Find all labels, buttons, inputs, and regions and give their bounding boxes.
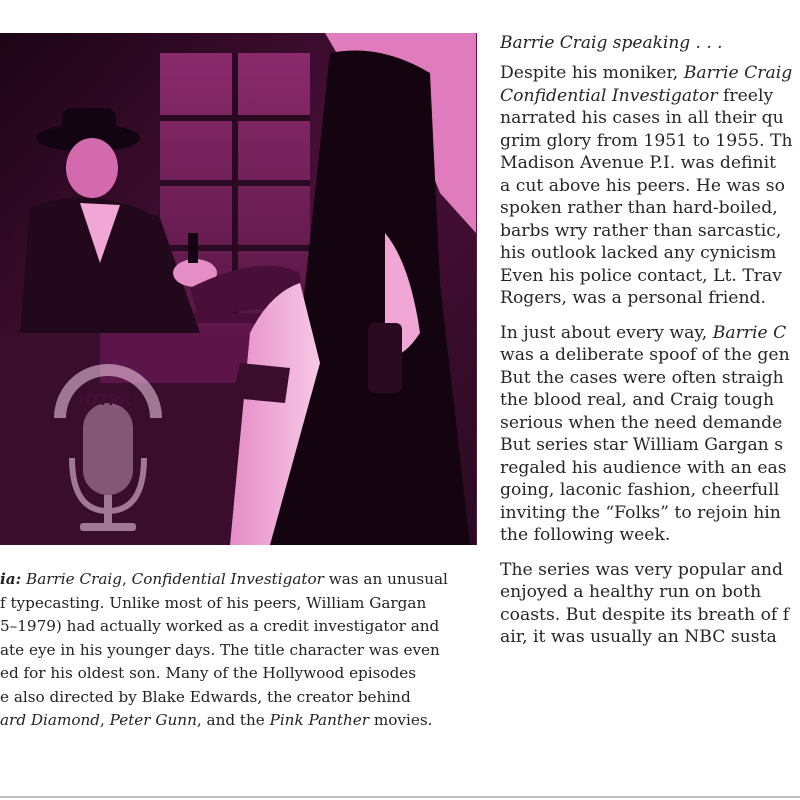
paragraph-line (500, 457, 800, 480)
paragraph-line (500, 175, 800, 198)
paragraph-line (500, 412, 800, 435)
caption-line (0, 615, 476, 639)
text-run: , (121, 570, 132, 588)
text-run: In just about every way, (500, 322, 713, 343)
text-run: air, it was usually an NBC susta (500, 627, 777, 647)
text-run: Barrie Craig (683, 63, 793, 83)
text-run: ard Diamond (0, 711, 101, 729)
paragraph-line (500, 265, 800, 288)
text-run: was an unusual (323, 570, 448, 588)
text-run: ia: (0, 570, 22, 588)
photo-illustration (0, 33, 476, 545)
text-run: ate eye in his younger days. The title character was even (0, 640, 440, 659)
text-run: regaled his audience with an eas (500, 457, 787, 478)
text-run: Rogers, was a personal friend. (500, 288, 766, 308)
text-run: Barrie Craig (21, 570, 122, 588)
text-run: the following week. (500, 525, 671, 545)
text-run: freely (717, 85, 774, 106)
text-run: 5–1979) had actually worked as a credit investigator and (0, 617, 440, 635)
text-run: Confidential Investigator (131, 570, 324, 588)
paragraph-line (500, 220, 800, 243)
text-run: movies. (369, 711, 433, 729)
paragraph-line (500, 502, 800, 525)
text-run: spoken rather than hard-boiled, (500, 198, 778, 218)
paragraph-line (500, 581, 800, 604)
watermark-text: OTRR (84, 391, 132, 409)
text-run: e also directed by Blake Edwards, the creator behind (0, 687, 411, 706)
paragraph-line (500, 62, 800, 85)
paragraph-line (500, 287, 800, 310)
paragraph-line (500, 152, 800, 175)
paragraph-line (500, 107, 800, 130)
text-run: , and the (196, 711, 270, 729)
text-run: the blood real, and Craig tough (500, 390, 775, 410)
text-run: , (100, 711, 110, 729)
text-run: coasts. But despite its breath of f (500, 604, 790, 625)
paragraph-line (500, 626, 800, 649)
caption-line (0, 568, 476, 592)
text-run: his outlook lacked any cynicism (500, 243, 777, 263)
text-run: narrated his cases in all their qu (500, 108, 784, 128)
paragraph-line (500, 524, 800, 547)
article-column (500, 32, 800, 661)
photo-caption (0, 568, 476, 733)
noir-photo (0, 33, 477, 545)
paragraph-line (500, 604, 800, 627)
article-body (500, 62, 800, 649)
article-paragraph (500, 322, 800, 547)
text-run: inviting the “Folks” to rejoin hin (500, 502, 781, 523)
caption-line (0, 709, 476, 733)
paragraph-line (500, 434, 800, 457)
paragraph-line (500, 559, 800, 582)
article-paragraph (500, 559, 800, 649)
paragraph-line (500, 85, 800, 108)
paragraph-line (500, 344, 800, 367)
text-run: But series star William Gargan s (500, 435, 784, 455)
text-run: ed for his oldest son. Many of the Hollywood episodes (0, 664, 417, 682)
paragraph-line (500, 389, 800, 412)
page-divider (0, 796, 800, 798)
text-run: barbs wry rather than sarcastic, (500, 220, 782, 241)
paragraph-line (500, 242, 800, 265)
text-run: The series was very popular and (500, 559, 784, 580)
text-run: Madison Avenue P.I. was definit (500, 153, 777, 173)
text-run: a cut above his peers. He was so (500, 175, 785, 196)
caption-line (0, 639, 476, 663)
paragraph-line (500, 367, 800, 390)
caption-line (0, 686, 476, 710)
caption-line (0, 592, 476, 616)
text-run: Barrie C (712, 322, 787, 343)
text-run: Peter Gunn (109, 711, 197, 729)
text-run: Despite his moniker, (500, 63, 684, 83)
text-run: enjoyed a healthy run on both (500, 582, 762, 602)
paragraph-line (500, 322, 800, 345)
text-run: Pink Panther (269, 711, 370, 729)
caption-line (0, 662, 476, 686)
text-run: grim glory from 1951 to 1955. Th (500, 130, 793, 151)
paragraph-line (500, 130, 800, 153)
paragraph-line (500, 197, 800, 220)
article-paragraph (500, 62, 800, 310)
text-run: serious when the need demande (500, 412, 783, 433)
text-run: But the cases were often straigh (500, 367, 784, 388)
text-run: f typecasting. Unlike most of his peers, William Gargan (0, 593, 427, 612)
text-run: going, laconic fashion, cheerfull (500, 480, 780, 500)
paragraph-line (500, 479, 800, 502)
text-run: Confidential Investigator (500, 85, 718, 106)
section-heading: Barrie Craig speaking . . . (500, 33, 723, 53)
text-run: Even his police contact, Lt. Trav (500, 265, 782, 286)
text-run: was a deliberate spoof of the gen (500, 345, 790, 365)
